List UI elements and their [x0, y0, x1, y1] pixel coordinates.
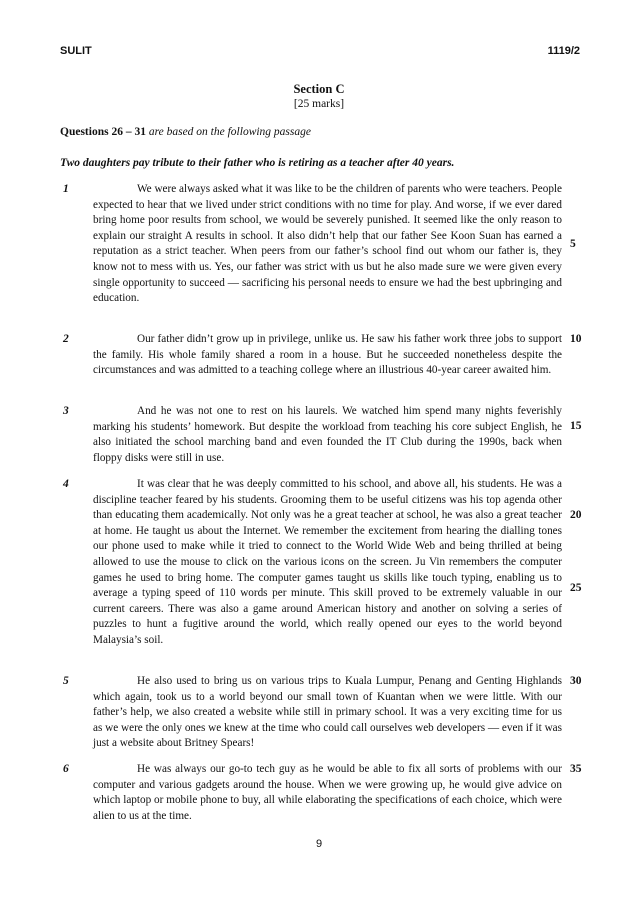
paragraph-number: 3 — [63, 405, 69, 417]
questions-rest: are based on the following passage — [145, 126, 311, 138]
section-title: Section C — [293, 82, 345, 96]
paragraph-number: 6 — [63, 763, 69, 775]
questions-range: Questions 26 – 31 — [60, 126, 146, 138]
paragraph-text: And he was not one to rest on his laurels. We watched him spend many nights feverishly marking his students’ homework. But despite the workload from teaching his core subject English, he also initiated the school marching band and even founded the IT Club during the 1990s, back when floppy disks were still in use. — [93, 405, 562, 464]
paragraph-text: He also used to bring us on various trips to Kuala Lumpur, Penang and Genting Highlands which again, took us to a world beyond our small town of Kuantan when we were little. With our father’s help, we also created a website while still in primary school. It was a very exciting time for us as we were the only ones we knew at the time who could call ourselves web developers — even if it was just a website about Britney Spears! — [93, 675, 562, 750]
paragraph-number: 4 — [63, 478, 69, 490]
paragraph-1 — [93, 182, 562, 307]
paragraph-6 — [93, 762, 562, 824]
line-number: 15 — [570, 420, 582, 432]
page-number: 9 — [315, 838, 323, 850]
line-number: 35 — [570, 763, 582, 775]
paragraph-number: 5 — [63, 675, 69, 687]
line-number: 30 — [570, 675, 582, 687]
paragraph-number: 1 — [63, 183, 69, 195]
paragraph-text: He was always our go-to tech guy as he would be able to fix all sorts of problems with our computer and various gadgets around the house. When we were growing up, he would give advice on which laptop or mobile phone to buy, all while elaborating the specifications of each choice, which were alien to us at the time. — [93, 763, 562, 822]
line-number: 25 — [570, 582, 582, 594]
section-marks: [25 marks] — [293, 98, 345, 110]
line-number: 5 — [570, 238, 576, 250]
passage-intro: Two daughters pay tribute to their father who is retiring as a teacher after 40 years. — [60, 157, 455, 169]
paragraph-number: 2 — [63, 333, 69, 345]
paragraph-2 — [93, 332, 562, 379]
questions-instruction — [60, 126, 311, 138]
line-number: 20 — [570, 509, 582, 521]
paragraph-5 — [93, 674, 562, 752]
line-number: 10 — [570, 333, 582, 345]
paragraph-3 — [93, 404, 562, 466]
paragraph-text: It was clear that he was deeply committed to his school, and above all, his students. He was a discipline teacher feared by his students. Grooming them to be useful citizens was his top agenda other than educating them academically. Not only was he a great teacher at school, he was also a great teacher at home. He taught us about the Internet. We remember the excitement from hearing the dialling tones our phone used to make while it tried to connect to the World Wide Web and being thrilled at being allowed to use the mouse to click on the various icons on the screen. Ju Vin remembers the computer games he used to bring home. The computer games taught us skills like touch typing, enabling us to average a typing speed of 110 words per minute. This skill proved to be extremely valuable in our current careers. There was also a game around American history and another on solving a series of puzzles to hunt a fugitive around the world, which really opened our eyes to the world beyond Malaysia’s soil. — [93, 478, 562, 646]
paragraph-4 — [93, 477, 562, 649]
paragraph-text: Our father didn’t grow up in privilege, unlike us. He saw his father work three jobs to support the family. His whole family shared a room in a house. But he succeeded nonetheless despite the circumstances and was admitted to a teaching college where an illustrious 40-year career awaited him. — [93, 333, 562, 377]
paragraph-text: We were always asked what it was like to be the children of parents who were teachers. People expected to hear that we lived under strict conditions with no time for play. And worse, if we ever dared bring home poor results from school, we would be severely punished. It seemed like the only reason to explain our straight A results in school. It also didn’t help that our father See Koon Suan has earned a reputation as a strict teacher. When peers from our father’s school find out whom our father is, they know not to mess with us. Yes, our father was strict with us but he also made sure we were given every single opportunity to succeed — sacrificing his personal needs to ensure we had the best upbringing and education. — [93, 183, 562, 305]
header-paper-code: 1119/2 — [547, 45, 580, 57]
header-sulit: SULIT — [60, 45, 92, 57]
